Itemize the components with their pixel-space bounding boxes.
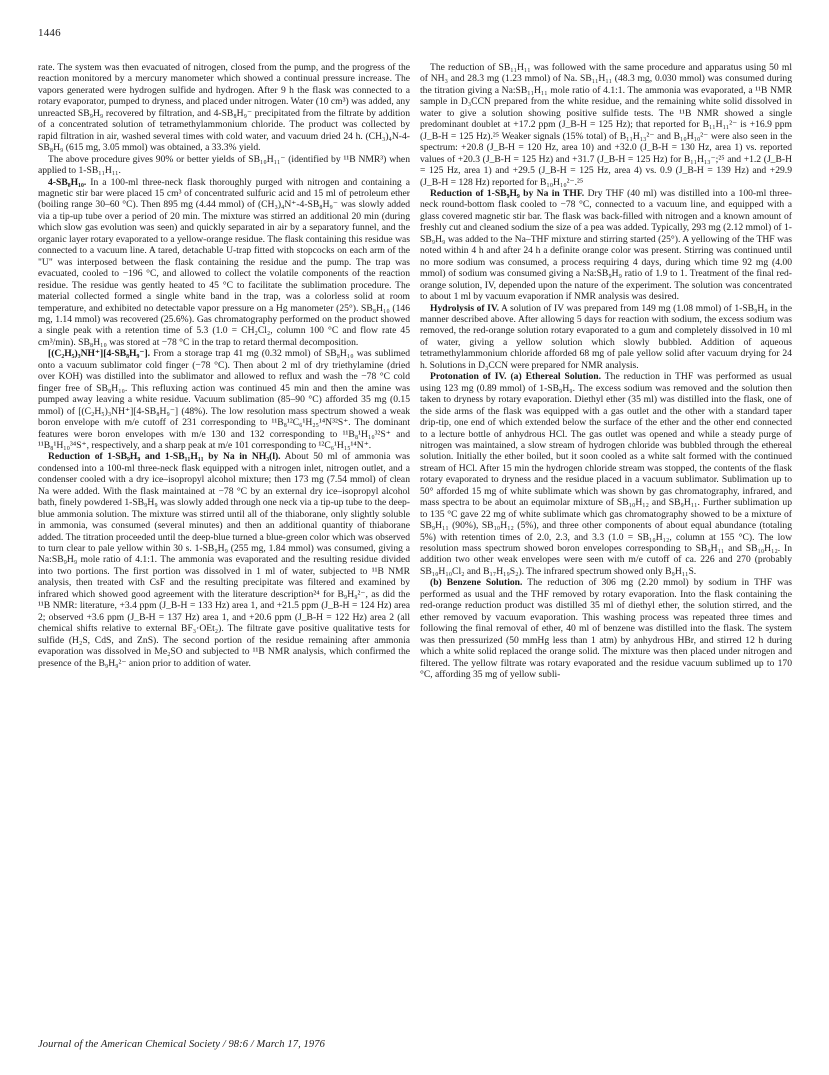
paragraph-text: The reduction of SB₁₁H₁₁ was followed with the same procedure and apparatus using 50 ml of NH₃ and 28.3 mg (1.23 mmol) of Na. SB₁₁H₁₁ (48.3 mg, 0.030 mmol) was consumed during the titration giving a Na:SB₁₁H₁₁ mole ratio of 4.1:1. The ammonia was evaporated, a ¹¹B NMR sample in D₃CCN prepared from the white residue, and the remaining white solid dissolved in water to give a solution showing positive sulfide tests. The ¹¹B NMR showed a single predominant doublet at +17.2 ppm (J_B-H = 125 Hz); that reported for B₁₁H₁₁²⁻ is +16.9 ppm (J_B-H = 125 Hz).²⁵ Weaker signals (15% total) of B₁₁H₁₃²⁻ and B₁₀H₁₀²⁻ were also seen in the spectrum: +20.8 (J_B-H = 120 Hz, area 10) and +32.0 (J_B-H = 130 Hz, area 1) vs. reported values of +20.3 (J_B-H = 125 Hz) and +31.7 (J_B-H = 125 Hz) for B₁₁H₁₃⁻;²⁵ and +1.2 (J_B-H = 125 Hz, area 1) and +29.5 (J_B-H = 125 Hz, area 4) vs. 0.9 (J_B-H = 139 Hz) and +29.9 (J_B-H = 128 Hz) reported for B₁₀H₁₀²⁻.²⁵ [420,62,792,188]
paragraph [420,577,792,680]
paragraph-text: Dry THF (40 ml) was distilled into a 100-ml three-neck round-bottom flask cooled to −78 °C, connected to a vacuum line, and equipped with a glass covered magnetic stir bar. The flask was back-filled with nitrogen and a known amount of freshly cut and cleaned sodium the size of a pea was added. Typically, 293 mg (2.12 mmol) of 1-SB₉H₉ was added to the Na–THF mixture and stirring started (25°). A yellowing of the THF was noted within 4 h and after 24 h a definite orange color was present. Stirring was continued until no more sodium was consumed, a process requiring 4 days, during which time 92 mg (4.00 mmol) of sodium was consumed giving a Na:SB₉H₉ ratio of 1.9 to 1. Treatment of the final red-orange solution, IV, depended upon the nature of the experiment. The solution was concentrated to about 1 ml by vacuum evaporation if NMR analysis was desired. [420,187,792,303]
paragraph-text: About 50 ml of ammonia was condensed into a 100-ml three-neck flask equipped with a nitrogen inlet, nitrogen outlet, and a condenser cooled with a dry ice–isopropyl alcohol mixture; then 173 mg (7.54 mmol) of clean Na were added. With the flask maintained at −78 °C by an external dry ice–isopropyl alcohol bath, finely powdered 1-SB₉H₉ was slowly added through one neck via a tip-up tube to the deep-blue ammonia solution. The mixture was stirred until all of the thiaborane, only slightly soluble in ammonia, was consumed (several minutes) and then an additional quantity of thiaborane added. The titration proceeded until the deep-blue turned a blue-green color which was observed to turn clear to pale yellow within 30 s. 1-SB₉H₉ (255 mg, 1.84 mmol) was consumed, giving a Na:SB₉H₉ mole ratio of 4.1:1. The ammonia was evaporated and the resulting residue divided into two portions. The first portion was dissolved in 1 ml of water, subjected to ¹¹B NMR analysis, then treated with CsF and the resulting precipitate was filtered and examined by infrared which showed good agreement with the literature description²⁴ for B₉H₉²⁻, as did the ¹¹B NMR: literature, +3.4 ppm (J_B-H = 133 Hz) area 1, and +21.5 ppm (J_B-H = 124 Hz) area 2; observed +3.6 ppm (J_B-H = 137 Hz) area 1, and +20.6 ppm (J_B-H = 122 Hz) area 2 (all chemical shifts relative to external BF₃·OEt₂). The filtrate gave positive qualitative tests for sulfide (H₂S, CdS, and ZnS). The second portion of the residue remaining after ammonia evaporation was dissolved in Me₂SO and subjected to ¹¹B NMR analysis, which confirmed the presence of the B₉H₉²⁻ anion prior to addition of water. [38,451,410,669]
journal-footer: Journal of the American Chemical Society / 98:6 / March 17, 1976 [38,1039,325,1050]
paragraph-text: The above procedure gives 90% or better yields of SB₁₀H₁₁⁻ (identified by ¹¹B NMR³) when applied to 1-SB₁₁H₁₁. [38,153,410,177]
page-number: 1446 [38,27,61,39]
run-in-heading: Reduction of 1-SB₉H₉ by Na in THF. [430,187,585,199]
run-in-heading: 4-SB₈H₁₀. [48,176,87,188]
paragraph [38,177,410,349]
run-in-heading: (b) Benzene Solution. [430,577,523,589]
run-in-heading: Reduction of 1-SB₉H₉ and 1-SB₁₁H₁₁ by Na in NH₃(l). [48,451,281,463]
paragraph-text: From a storage trap 41 mg (0.32 mmol) of SB₈H₁₀ was sublimed onto a vacuum sublimator cold finger (−78 °C). Then about 2 ml of dry triethylamine (dried over KOH) was distilled into the sublimator and allowed to reflux and wash the −78 °C cold finger free of SB₈H₁₀. This refluxing action was continued 45 min and then the amine was pumped away leaving a white residue. Vacuum sublimation (85–90 °C) afforded 35 mg (0.15 mmol) of [(C₂H₅)₃NH⁺][4-SB₈H₉⁻] (48%). The low resolution mass spectrum showed a weak boron envelope with m/e cutoff of 231 corresponding to ¹¹B₈¹²C₆¹H₂₅¹⁴N³²S⁺. The dominant features were boron envelopes with m/e 130 and 132 corresponding to ¹¹B₈¹H₁₀³²S⁺ and ¹¹B₈¹H₁₀³⁴S⁺, respectively, and a sharp peak at m/e 101 corresponding to ¹²C₆¹H₁₅¹⁴N⁺. [38,348,410,451]
paragraph [38,154,410,177]
run-in-heading: [(C₂H₅)₃NH⁺][4-SB₈H₉⁻]. [48,348,151,360]
paragraph-text: The reduction of 306 mg (2.20 mmol) by sodium in THF was performed as usual and the THF removed by rotary evaporation. Into the flask containing the red-orange reduction product was distilled 35 ml of diethyl ether, the solution stirred, and the ether removed by vacuum evaporation. This washing process was repeated three times and following the final removal of ether, 40 ml of benzene was distilled into the flask. The system was then pressurized (50 mmHg less than 1 atm) by anhydrous HBr, and stirred 12 h during which a white solid replaced the orange solid. The mixture was then placed under nitrogen and filtered. The yellow filtrate was rotary evaporated and the residue vacuum sublimed up to 170 °C, affording 35 mg of yellow subli- [420,577,792,681]
paragraph-text: In a 100-ml three-neck flask thoroughly purged with nitrogen and containing a magnetic stir bar were placed 15 cm³ of concentrated sulfuric acid and 15 ml of petroleum ether (boiling range 30–60 °C). Then 895 mg (4.44 mmol) of (CH₃)₄N⁺-4-SB₈H₉⁻ was slowly added via a tip-up tube over a period of 20 min. The mixture was stirred an additional 20 min (during which slow gas evolution was seen) and quickly separated in air by a separatory funnel, and the organic layer rotary evaporated to a yellow-orange residue. The flask containing this residue was connected to a vacuum line. A tared, detachable U-trap fitted with stopcocks on each arm of the "U" was interposed between the flask containing the residue and the pump. The trap was evacuated, cooled to −196 °C, and allowed to collect the volatile components of the reaction residue. The residue was gently heated to 45 °C to facilitate the sublimation procedure. The material collected formed a single white band in the trap, was a colorless solid at room temperature, and exhibited no detectable vapor pressure on a Hg manometer (25°). SB₈H₁₀ (146 mg, 1.14 mmol) was recovered (25.6%). Gas chromatography performed on the product showed a single peak with a retention time of 5.3 (1.0 = CH₂Cl₂, column 100 °C and flow rate 45 cm³/min). SB₈H₁₀ was stored at −78 °C in the trap to retard thermal decomposition. [38,176,410,348]
paragraph [38,451,410,669]
paragraph-text: A solution of IV was prepared from 149 mg (1.08 mmol) of 1-SB₉H₉ in the manner described above. After allowing 5 days for reaction with sodium, the excess sodium was removed, the red-orange solution rotary evaporated to a gum and completely dissolved in 10 ml of water, giving a yellow solution which slowly bubbled. Addition of aqueous tetramethylammonium chloride afforded 68 mg of pale yellow solid after vacuum drying for 24 h. Solutions in D₃CCN were prepared for NMR analysis. [420,302,792,371]
paragraph [38,348,410,451]
paragraph-text: The reduction in THF was performed as usual using 123 mg (0.89 mmol) of 1-SB₉H₉. The excess sodium was removed and the solution then taken to dryness by rotary evaporation. Diethyl ether (35 ml) was distilled into the flask, one of the side arms of the flask was equipped with a gas outlet and the other with a standard taper drip-tip, one end of which extended below the surface of the ether and the other end connected to a lecture bottle of anhydrous HCl. The gas outlet was opened and while a steady purge of nitrogen was maintained, a slow stream of hydrogen chloride was bubbled through the ethereal solution. Initially the ether boiled, but it soon cooled as a white salt formed with the continued stream of HCl. After 15 min the hydrogen chloride stream was stopped, the contents of the flask rotary evaporated to dryness and the residue placed in a vacuum sublimator. Sublimation up to 50° afforded 15 mg of white sublimate which was shown by gas chromatography, infrared, and mass spectra to be about an equimolar mixture of SB₁₀H₁₂ and SB₉H₁₁. Further sublimation up to 135 °C gave 22 mg of white sublimate which gas chromatography showed to be a mixture of SB₉H₁₁ (90%), SB₁₀H₁₂ (5%), and three other components of about equal abundance (totaling 5%) with retention times of 2.0, 2.3, and 3.3 (1.0 = SB₁₀H₁₂, column at 155 °C). The low resolution mass spectrum showed boron envelopes corresponding to SB₉H₁₁ and SB₁₀H₁₂. In addition two other weak envelopes were seen with m/e cutoff of ca. 226 and 270 (probably SB₁₀H₁₀Cl₂ and B₁₇H₁₉S₂). The infrared spectrum showed only B₉H₁₁S. [420,371,792,577]
paragraph [420,62,792,188]
paragraph [420,371,792,577]
paragraph [420,303,792,372]
run-in-heading: Hydrolysis of IV. [430,302,500,314]
paragraph-text: rate. The system was then evacuated of nitrogen, closed from the pump, and the progress of the reaction monitored by a mercury manometer which showed a continual pressure increase. The vapors generated were hydrogen sulfide and hydrogen. After 9 h the flask was connected to a rotary evaporator, pumped to dryness, and placed under nitrogen. Water (10 cm³) was added, any unreacted SB₉H₉ recovered by filtration, and 4-SB₈H₉⁻ precipitated from the filtrate by addition of a concentrated solution of tetramethylammonium chloride. The product was collected by rapid filtration in air, washed several times with cold water, and vacuum dried 24 h. (CH₃)₄N-4-SB₈H₉ (615 mg, 3.05 mmol) was obtained, a 33.3% yield. [38,62,410,154]
paragraph [420,188,792,303]
paragraph [38,62,410,154]
right-column [420,62,792,1020]
run-in-heading: Protonation of IV. (a) Ethereal Solution. [430,371,602,383]
left-column [38,62,410,1020]
